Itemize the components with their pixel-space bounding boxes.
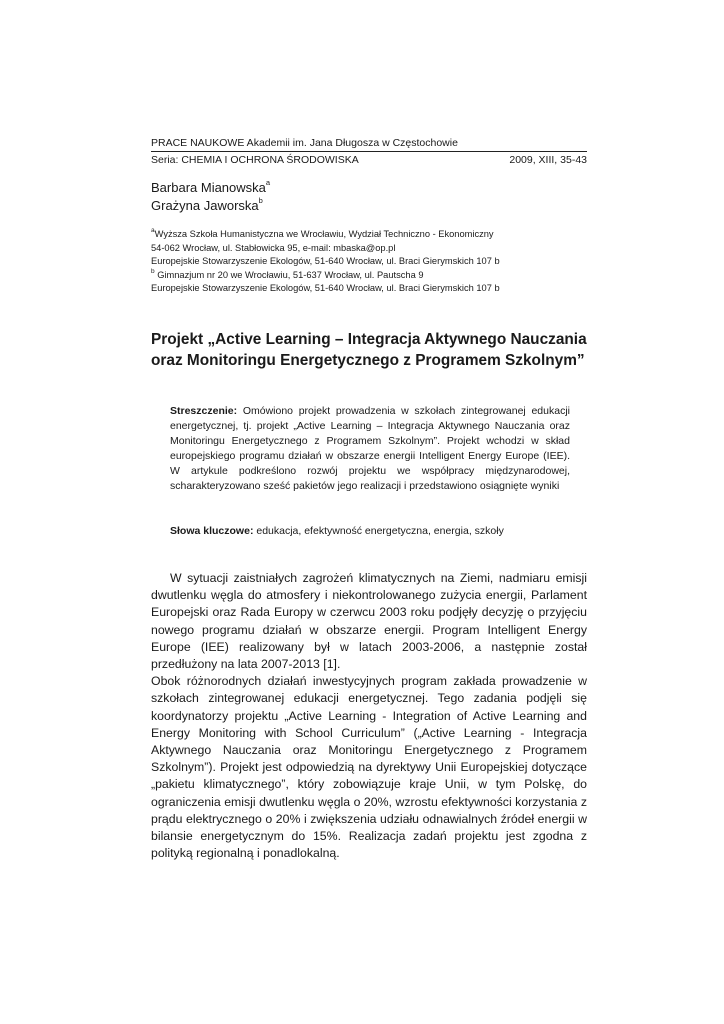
affil-b-text: Gimnazjum nr 20 we Wrocławiu, 51-637 Wrocław, ul. Pautscha 9 [154, 269, 424, 280]
author-affil-mark: a [265, 178, 271, 187]
abstract [170, 404, 570, 495]
author-affil-mark: b [258, 196, 263, 205]
author-name: Barbara Mianowska [151, 180, 266, 195]
affiliation-b-org: Europejskie Stowarzyszenie Ekologów, 51-640 Wrocław, ul. Braci Gierymskich 107 b [151, 283, 500, 294]
affiliation-b-line [151, 269, 591, 283]
paper-title: Projekt „Active Learning – Integracja Aktywnego Nauczania oraz Monitoringu Energetycznego z Programem Szkolnym” [151, 331, 587, 369]
journal-header: PRACE NAUKOWE Akademii im. Jana Długosza w Częstochowie [151, 137, 458, 149]
affiliation-a-org: Europejskie Stowarzyszenie Ekologów, 51-640 Wrocław, ul. Braci Gierymskich 107 b [151, 256, 500, 267]
keywords [170, 524, 570, 539]
series-name: Seria: CHEMIA I OCHRONA ŚRODOWISKA [151, 154, 359, 166]
author-list [151, 179, 270, 215]
abstract-label: Streszczenie: [170, 405, 238, 417]
body-paragraph-2: Obok różnorodnych działań inwestycyjnych program zakłada prowadzenie w szkołach zintegrowanej edukacji energetycznej. Tego zadania podjęli się koordynatorzy projektu „Active Learning - Integration of Active Learning and Energy Monitoring with School Curriculum” („Active Learning - Integracja Aktywnego Nauczania oraz Monitoringu Energetycznego z Programem Szkolnym”). Projekt jest odpowiedzią na dyrektywy Unii Europejskiej dotyczące „pakietu klimatycznego”, który zobowiązuje kraje Unii, w tym Polskę, do ograniczenia emisji dwutlenku węgla o 20%, wzrostu efektywności korzystania z prądu elektrycznego o 20% i zwiększenia udziału odnawialnych źródeł energii w bilansie energetycznym do 15%. Realizacja zadań projektu jest zgodna z polityką regionalną i ponadlokalną. [151, 674, 587, 861]
author-2 [151, 197, 270, 215]
affiliation-a-address: 54-062 Wrocław, ul. Stabłowicka 95, e-mail: mbaska@op.pl [151, 242, 396, 253]
keywords-label: Słowa kluczowe: [170, 525, 254, 537]
author-name: Grażyna Jaworska [151, 198, 259, 213]
affiliation-a-line [151, 228, 591, 242]
author-1 [151, 179, 270, 197]
keywords-text: edukacja, efektywność energetyczna, energia, szkoły [253, 525, 504, 537]
body-paragraph-1: W sytuacji zaistniałych zagrożeń klimatycznych na Ziemi, nadmiaru emisji dwutlenku węgla do atmosfery i niekontrolowanego zużycia energii, Parlament Europejski oraz Rada Europy w czerwcu 2003 roku podjęły decyzję o przyjęciu nowego programu działań w obszarze energii. Program Intelligent Energy Europe (IEE) realizowany był w latach 2003-2006, a następnie został przedłużony na lata 2007-2013 [1]. [151, 571, 587, 672]
affil-mark-b: b [151, 267, 155, 275]
series-header [151, 153, 587, 167]
affil-mark-a: a [151, 227, 155, 234]
header-divider [151, 151, 587, 152]
body-text [151, 570, 587, 862]
abstract-text: Omówiono projekt prowadzenia w szkołach zintegrowanej edukacji energetycznej, tj. projekt „Active Learning – Integracja Aktywnego Nauczania oraz Monitoringu Energetycznego z Programem Szkolnym”. Projekt wchodzi w skład europejskiego programu działań w obszarze energii Intelligent Energy Europe (IEE). W artykule podkreślono rozwój projektu we współpracy międzynarodowej, scharakteryzowano sześć pakietów jego realizacji i przedstawiono osiągnięte wyniki [170, 405, 570, 493]
volume-pages: 2009, XIII, 35-43 [509, 154, 587, 166]
affil-a-text: Wyższa Szkoła Humanistyczna we Wrocławiu, Wydział Techniczno - Ekonomiczny [154, 229, 494, 239]
affiliations [151, 228, 591, 296]
